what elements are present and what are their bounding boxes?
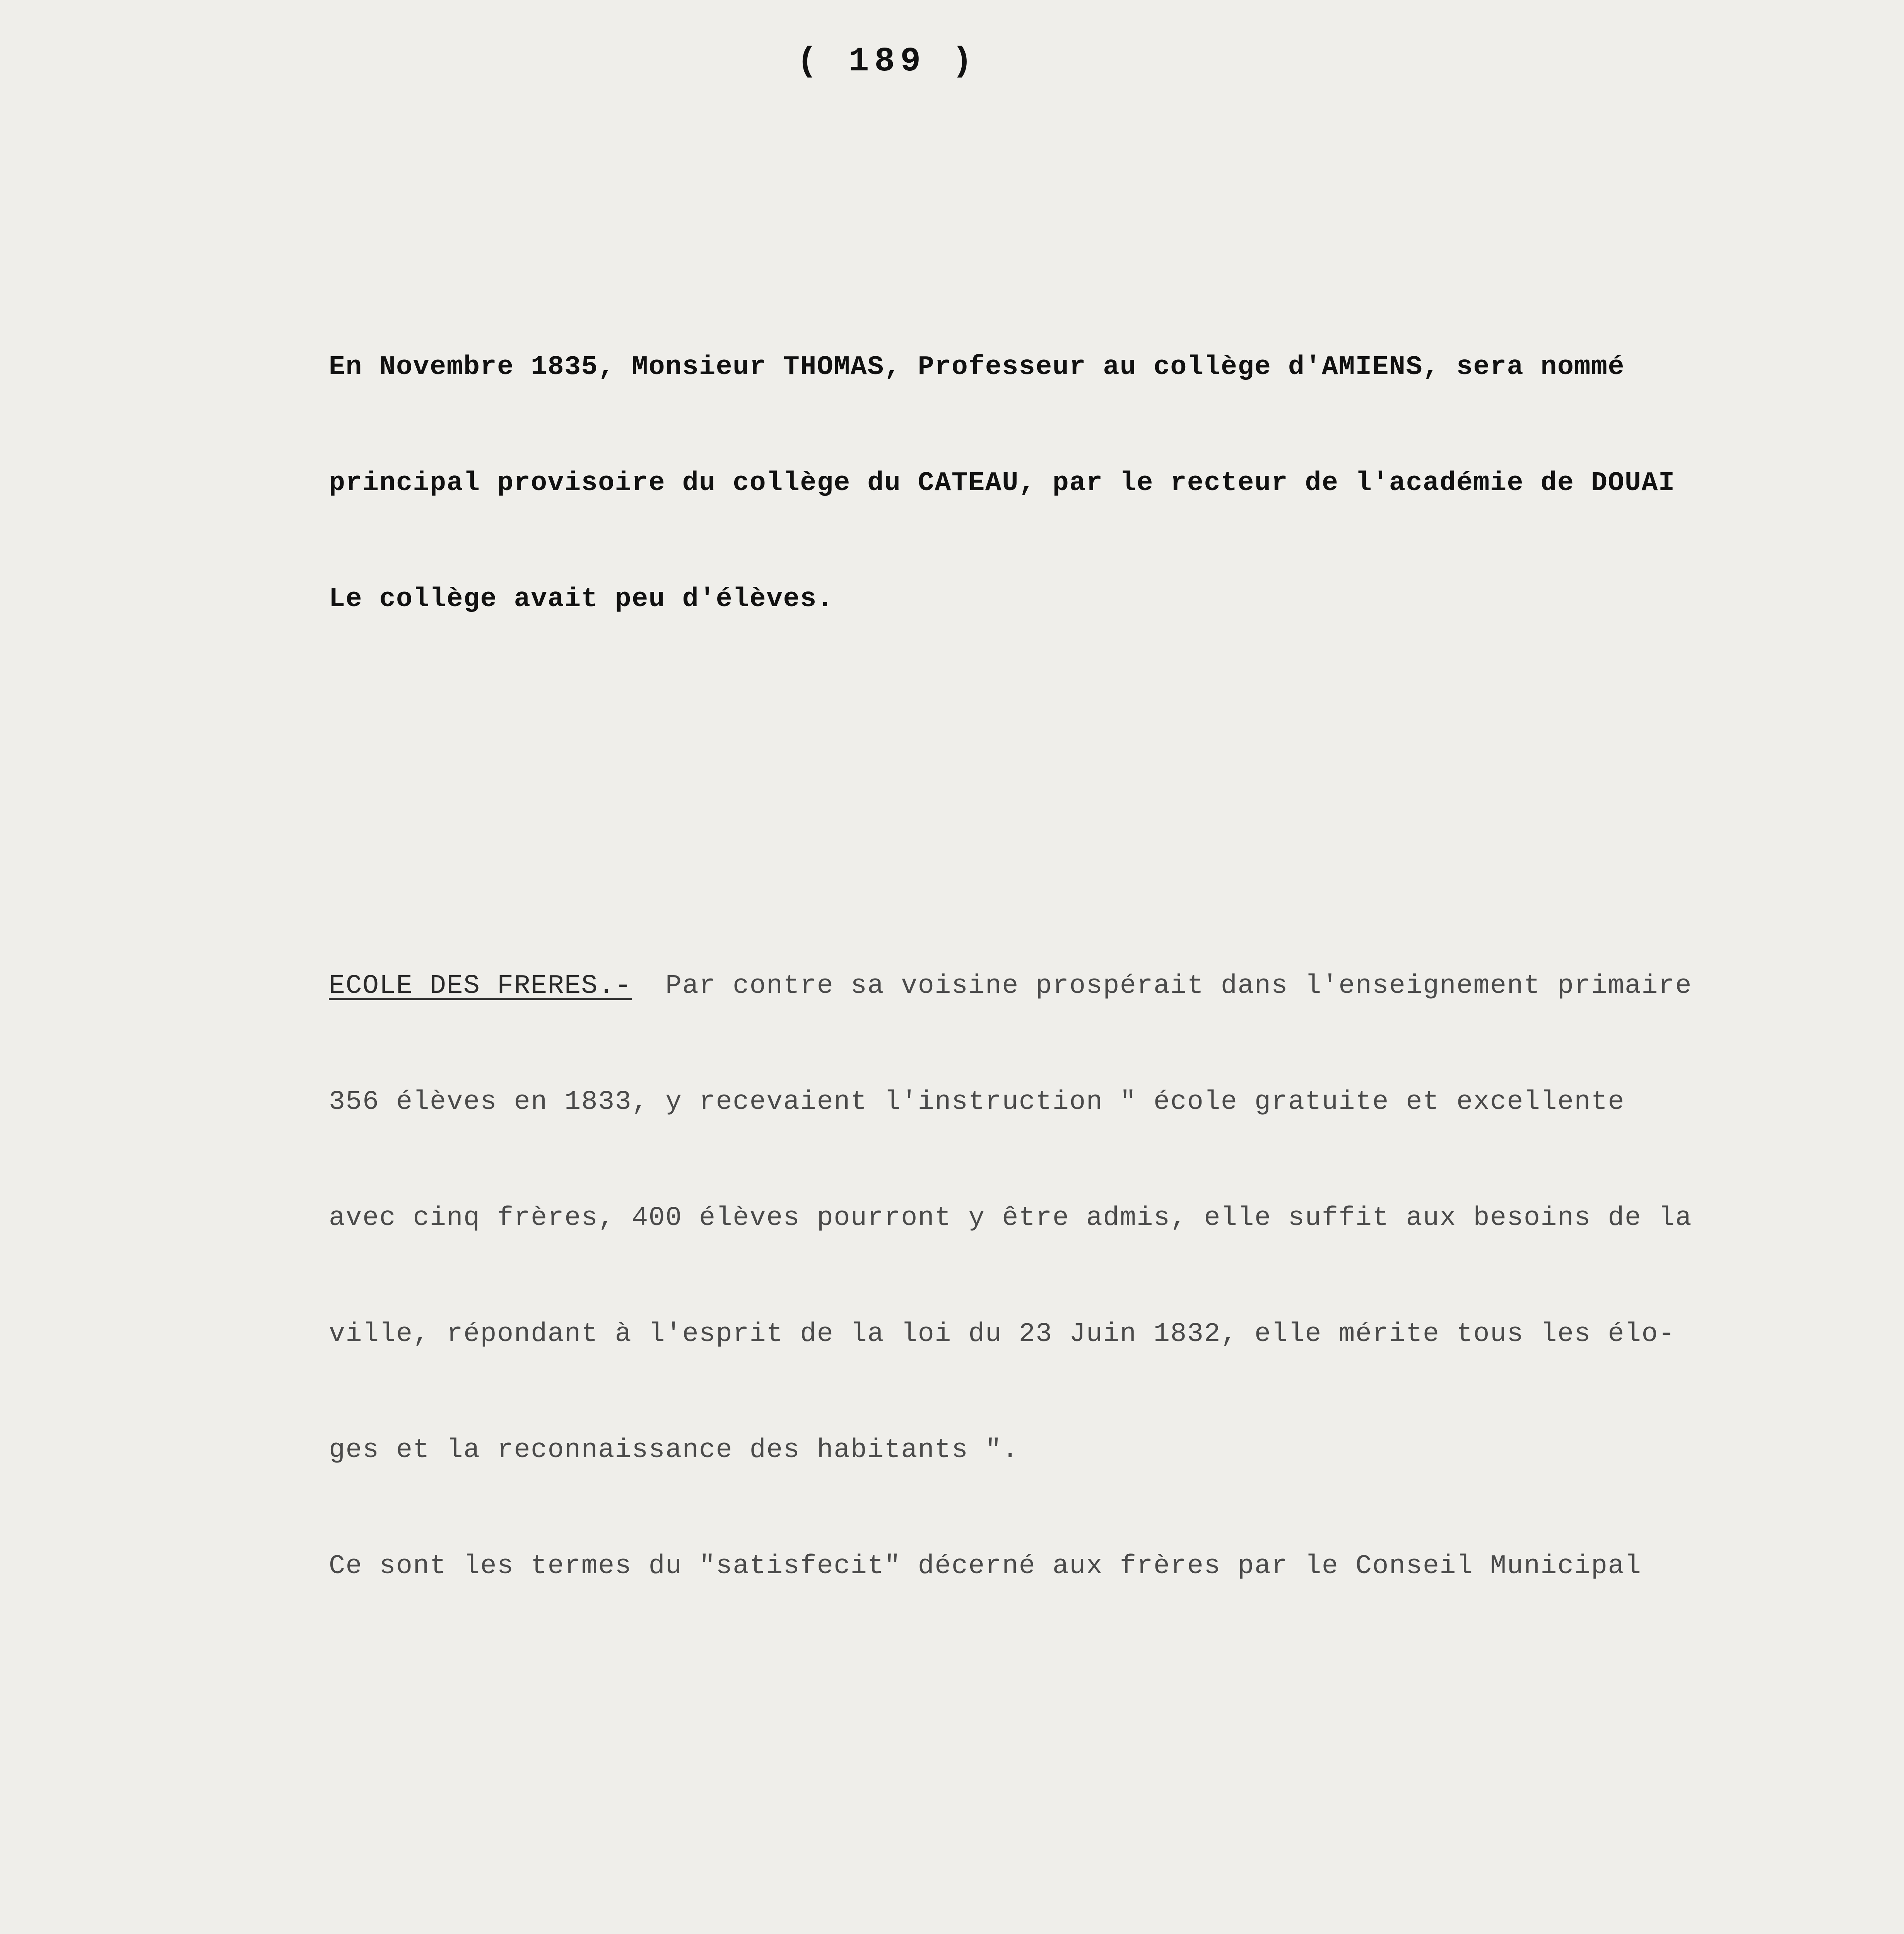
paragraph-college — [329, 271, 1904, 696]
text-line: ges et la reconnaissance des habitants ". — [329, 1435, 1019, 1466]
section-heading: ECOLE DES FRERES.- — [329, 971, 632, 1001]
text-line: En Novembre 1835, Monsieur THOMAS, Professeur au collège d'AMIENS, sera nommé — [329, 352, 1625, 383]
page-number: ( 189 ) — [797, 43, 978, 81]
text-line: Le collège avait peu d'élèves. — [329, 584, 834, 615]
page-content — [329, 116, 1904, 1934]
paragraph-pensions — [329, 1857, 1904, 1934]
text-line: Par contre sa voisine prospérait dans l'enseignement primaire — [632, 971, 1692, 1001]
paragraph-ecole-des-freres — [329, 890, 1904, 1663]
text-line: avec cinq frères, 400 élèves pourront y être admis, elle suffit aux besoins de la — [329, 1203, 1692, 1234]
text-line: ville, répondant à l'esprit de la loi du 23 Juin 1832, elle mérite tous les élo- — [329, 1319, 1675, 1350]
text-line: 356 élèves en 1833, y recevaient l'instruction " école gratuite et excellente — [329, 1087, 1625, 1117]
text-line: Ce sont les termes du "satisfecit" décerné aux frères par le Conseil Municipal — [329, 1551, 1642, 1582]
text-line: principal provisoire du collège du CATEAU, par le recteur de l'académie de DOUAI — [329, 468, 1675, 499]
